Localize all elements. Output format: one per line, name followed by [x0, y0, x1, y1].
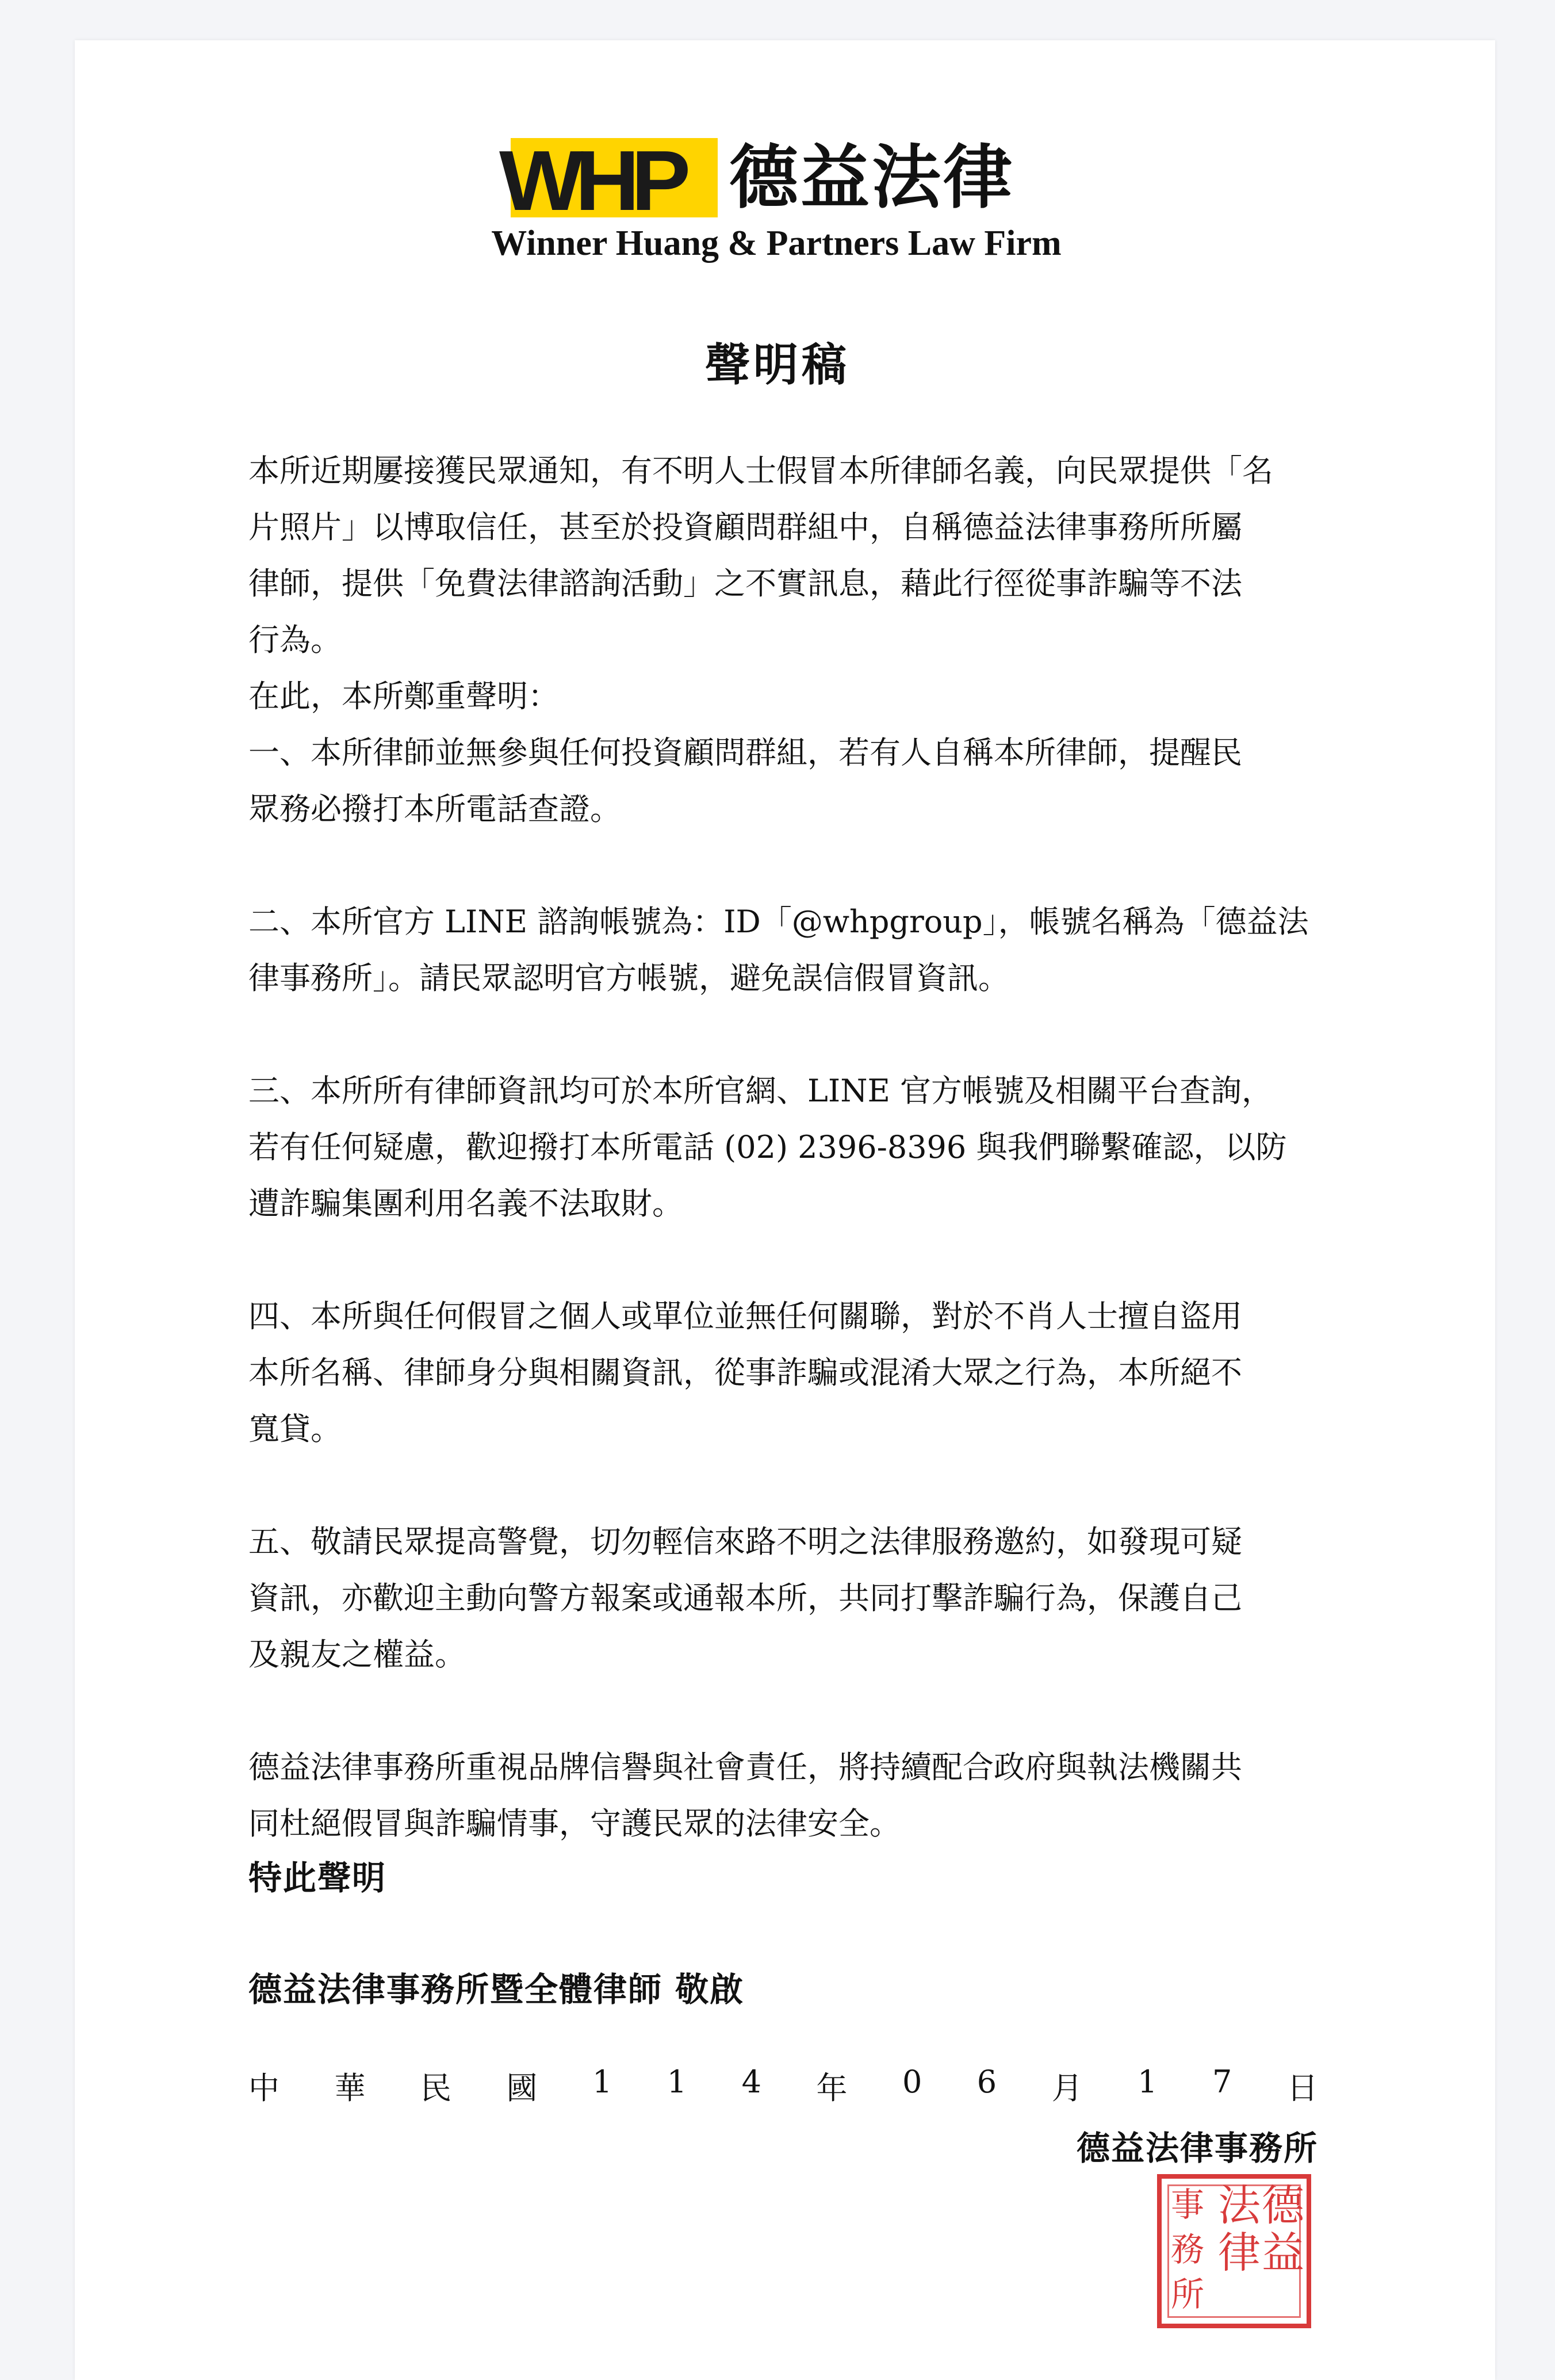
- text-line: 同杜絕假冒與詐騙情事，守護民眾的法律安全。: [248, 1805, 901, 1842]
- text-line: 及親友之權益。: [248, 1636, 466, 1673]
- text-line: 本所近期屢接獲民眾通知，有不明人士假冒本所律師名義，向民眾提供「名: [248, 453, 1273, 489]
- date-char: 0: [902, 2064, 922, 2100]
- company-seal-stamp: [1157, 2174, 1311, 2328]
- logo-text: WHP: [499, 133, 683, 228]
- seal-char: 所: [1170, 2275, 1204, 2314]
- seal-char: 益: [1262, 2228, 1304, 2278]
- text-line: 四、本所與任何假冒之個人或單位並無任何關聯，對於不肖人士擅自盜用: [248, 1298, 1242, 1334]
- whp-logo-mark: [488, 133, 718, 228]
- date-char: 民: [420, 2070, 451, 2106]
- document-date: [248, 2064, 1318, 2108]
- seal-column-middle: [1205, 2182, 1273, 2276]
- document-body: [248, 443, 1318, 1852]
- text-line: 若有任何疑慮，歡迎撥打本所電話 (02) 2396-8396 與我們聯繫確認，以防: [248, 1129, 1287, 1165]
- text-line: 三、本所所有律師資訊均可於本所官網、LINE 官方帳號及相關平台查詢，: [248, 1073, 1273, 1109]
- text-line: 在此，本所鄭重聲明：: [248, 678, 559, 714]
- seal-char: 事: [1170, 2185, 1204, 2224]
- point-5: [248, 1514, 1318, 1683]
- text-line: 二、本所官方 LINE 諮詢帳號為：ID「@whpgroup」，帳號名稱為「德益法: [248, 904, 1309, 940]
- text-line: 一、本所律師並無參與任何投資顧問群組，若有人自稱本所律師，提醒民: [248, 734, 1242, 771]
- point-2: [248, 894, 1318, 1007]
- text-line: 德益法律事務所重視品牌信譽與社會責任，將持續配合政府與執法機關共: [248, 1749, 1242, 1785]
- firm-name-cn: 德益法律: [729, 137, 1014, 218]
- firm-logo: [488, 133, 1120, 228]
- date-char: 華: [334, 2070, 366, 2106]
- text-line: 行為。: [248, 622, 342, 658]
- intro-paragraph: [248, 443, 1318, 725]
- date-char: 6: [976, 2064, 997, 2100]
- point-1: [248, 725, 1318, 837]
- date-char: 1: [1137, 2064, 1158, 2100]
- signature-firm-name: 德益法律事務所: [1076, 2129, 1318, 2168]
- date-char: 月: [1051, 2070, 1083, 2106]
- firm-name-en: Winner Huang & Partners Law Firm: [491, 224, 1062, 263]
- text-line: 遭詐騙集團利用名義不法取財。: [248, 1185, 683, 1222]
- date-char: 年: [816, 2070, 848, 2106]
- text-line: 本所名稱、律師身分與相關資訊，從事詐騙或混淆大眾之行為，本所絕不: [248, 1354, 1242, 1391]
- date-char: 4: [741, 2064, 761, 2100]
- seal-char: 法: [1218, 2181, 1261, 2230]
- text-line: 五、敬請民眾提高警覺，切勿輕信來路不明之法律服務邀約，如發現可疑: [248, 1524, 1242, 1560]
- date-char: 國: [506, 2070, 538, 2106]
- conclusion-paragraph: [248, 1739, 1318, 1852]
- text-line: 眾務必撥打本所電話查證。: [248, 791, 621, 827]
- date-char: 1: [667, 2064, 687, 2100]
- text-line: 律師，提供「免費法律諮詢活動」之不實訊息，藉此行徑從事詐騙等不法: [248, 565, 1242, 602]
- date-char: 7: [1212, 2064, 1232, 2100]
- date-char: 1: [592, 2064, 612, 2100]
- date-char: 日: [1286, 2070, 1318, 2106]
- point-3: [248, 1063, 1318, 1232]
- document-title: 聲明稿: [704, 339, 850, 391]
- date-char: 中: [248, 2070, 279, 2106]
- text-line: 資訊，亦歡迎主動向警方報案或通報本所，共同打擊詐騙行為，保護自己: [248, 1580, 1242, 1616]
- seal-char: 律: [1218, 2228, 1261, 2278]
- text-line: 律事務所」。請民眾認明官方帳號，避免誤信假冒資訊。: [248, 960, 1009, 996]
- seal-column-left: [1162, 2182, 1213, 2317]
- point-4: [248, 1288, 1318, 1457]
- text-line: 片照片」以博取信任，甚至於投資顧問群組中，自稱德益法律事務所所屬: [248, 509, 1242, 545]
- closing-signatory: 德益法律事務所暨全體律師 敬啟: [248, 1970, 745, 2009]
- text-line: 寬貸。: [248, 1411, 342, 1447]
- closing-statement: 特此聲明: [248, 1858, 387, 1897]
- seal-char: 務: [1170, 2230, 1204, 2269]
- seal-char: 德: [1262, 2181, 1304, 2230]
